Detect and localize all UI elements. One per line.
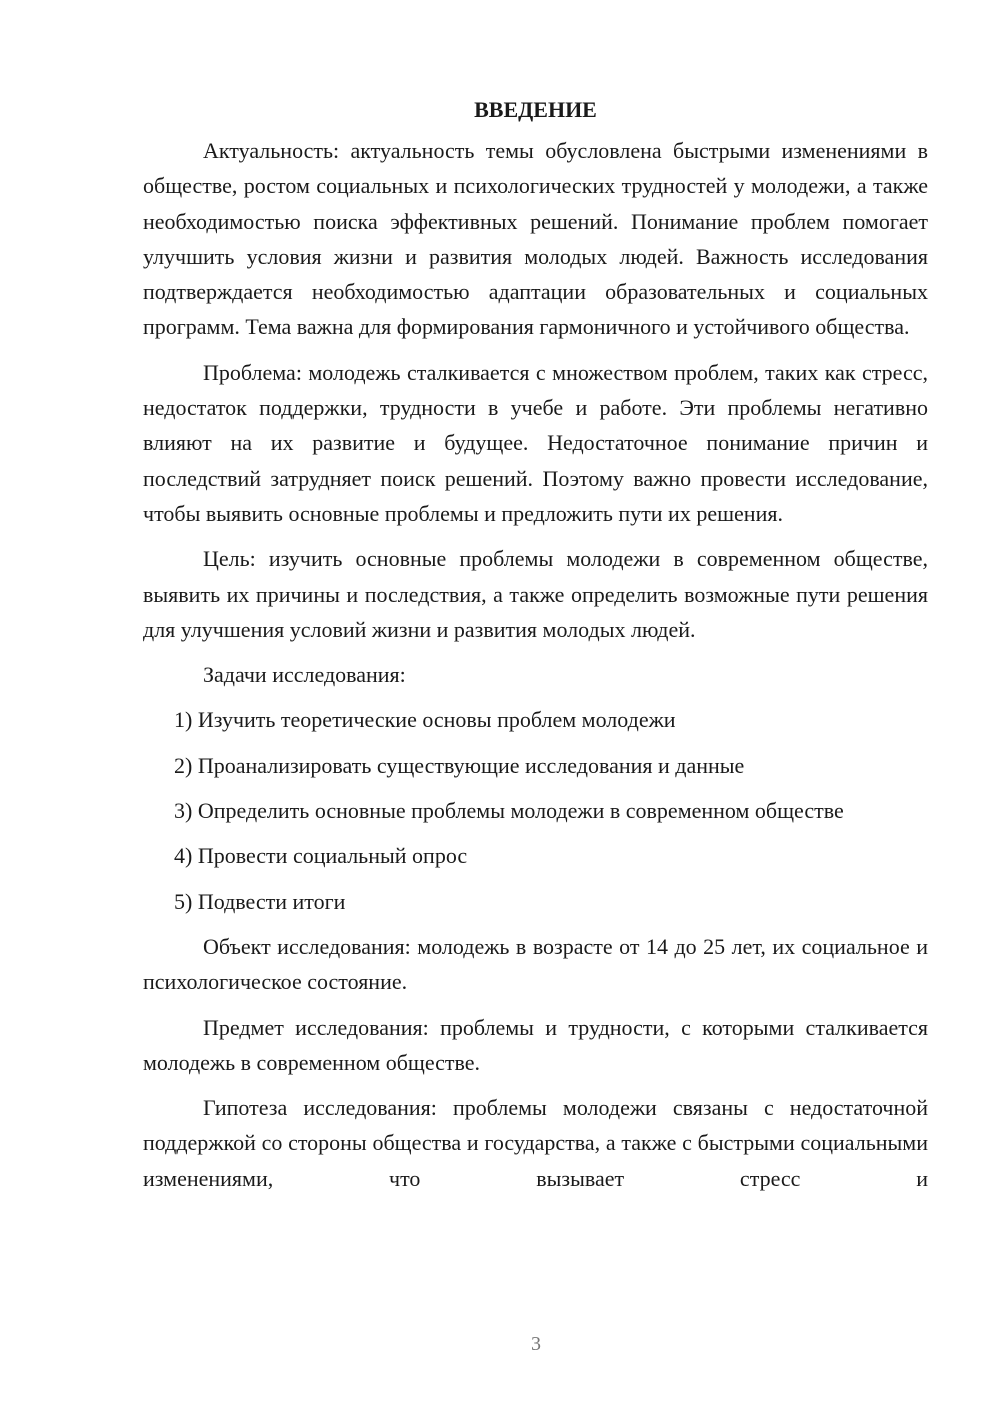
problem-paragraph: Проблема: молодежь сталкивается с множеством проблем, таких как стресс, недостаток поддержки, трудности в учебе и работе. Эти проблемы негативно влияют на их развитие и будущее. Недостаточное понимание причин и последствий затрудняет поиск решений. Поэтому важно провести исследование, чтобы выявить основные проблемы и предложить пути их решения. bbox=[143, 359, 928, 526]
task-item: 2) Проанализировать существующие исследования и данные bbox=[174, 752, 745, 778]
task-item: 3) Определить основные проблемы молодежи в современном обществе bbox=[174, 798, 844, 824]
subject-paragraph: Предмет исследования: проблемы и трудности, с которыми сталкивается молодежь в современном обществе. bbox=[143, 1014, 928, 1075]
relevance-paragraph: Актуальность: актуальность темы обусловлена быстрыми изменениями в обществе, ростом социальных и психологических трудностей у молодежи, а также необходимостью поиска эффективных решений. Понимание проблем помогает улучшить условия жизни и развития молодых людей. Важность исследования подтверждается необходимостью адаптации образовательных и социальных программ. Тема важна для формирования гармоничного и устойчивого общества. bbox=[143, 138, 928, 340]
page-content bbox=[143, 92, 928, 1196]
page-heading: ВВЕДЕНИЕ bbox=[474, 97, 597, 122]
task-item: 1) Изучить теоретические основы проблем молодежи bbox=[174, 707, 676, 733]
goal-paragraph: Цель: изучить основные проблемы молодежи в современном обществе, выявить их причины и последствия, а также определить возможные пути решения для улучшения условий жизни и развития молодых людей. bbox=[143, 546, 928, 642]
task-item: 5) Подвести итоги bbox=[174, 888, 346, 914]
tasks-list bbox=[143, 702, 928, 918]
hypothesis-paragraph: Гипотеза исследования: проблемы молодежи связаны с недостаточной поддержкой со стороны общества и государства, а также с быстрыми социальными изменениями, что вызывает стресс и bbox=[143, 1095, 928, 1191]
page-number: 3 bbox=[531, 1333, 541, 1355]
task-item: 4) Провести социальный опрос bbox=[174, 843, 468, 869]
object-paragraph: Объект исследования: молодежь в возрасте от 14 до 25 лет, их социальное и психологическое состояние. bbox=[143, 933, 928, 995]
tasks-title: Задачи исследования: bbox=[203, 662, 406, 688]
